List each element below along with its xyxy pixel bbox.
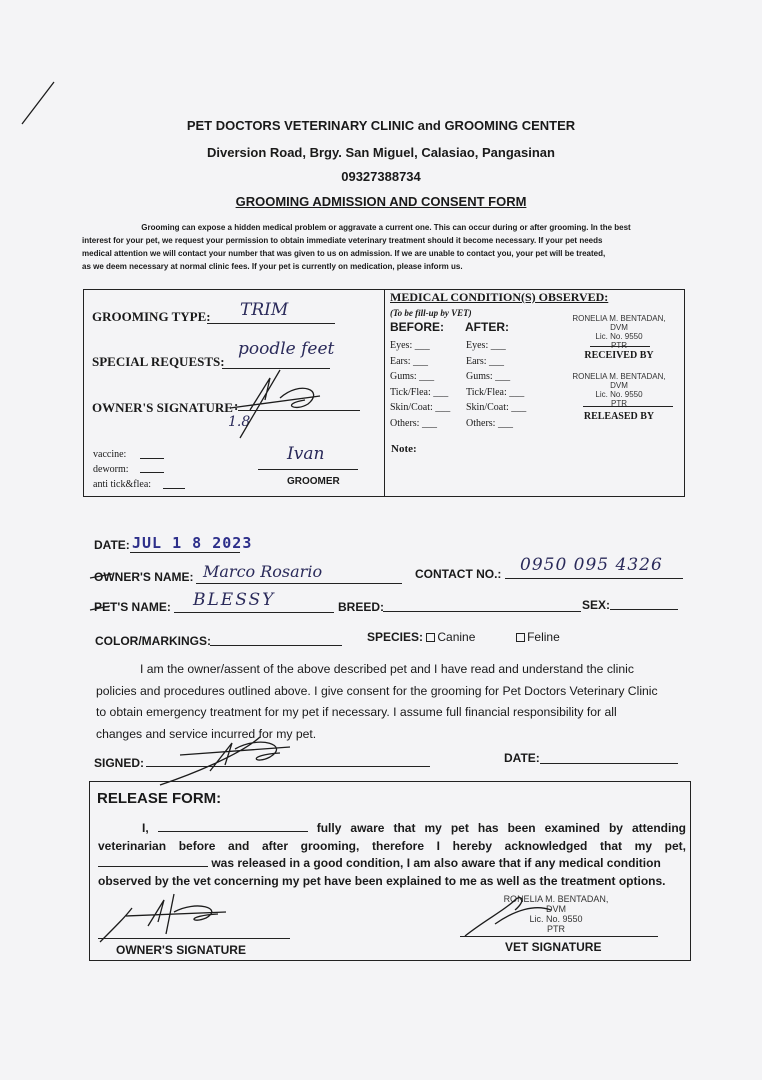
vaccine-line [140, 458, 164, 459]
groomer-line [258, 469, 358, 470]
before-item: Gums: ___ [390, 371, 435, 382]
vet-sig-label: VET SIGNATURE [505, 940, 602, 954]
after-item: Skin/Coat: ___ [466, 402, 527, 413]
vaccine-label: vaccine: [93, 449, 127, 460]
before-item: Tick/Flea: ___ [390, 386, 449, 398]
consent-date-label: DATE: [504, 751, 540, 765]
release-owner-signature-ink [96, 886, 236, 946]
clinic-address: Diversion Road, Brgy. San Miguel, Calasiao, Pangasinan [207, 145, 555, 160]
owner-name-line [196, 583, 402, 584]
medical-subtitle: (To be fill-up by VET) [390, 308, 472, 318]
release-line: veterinarian before and after grooming, therefore I hereby acknowledged that my pet, [98, 838, 686, 853]
pet-name-label: PET'S NAME: [94, 600, 171, 614]
date-stamp: JUL 1 8 2023 [132, 534, 253, 552]
special-requests-value[interactable]: poodle feet [238, 339, 335, 359]
color-line [210, 645, 342, 646]
consent-line: policies and procedures outlined above. I give consent for the grooming for Pet Doctors Veterinary Clinic [96, 683, 658, 698]
date-label: DATE: [94, 538, 130, 552]
consent-line: to obtain emergency treatment for my pet if necessary. I assume full financial responsibility for all [96, 705, 617, 719]
release-line: I, fully aware that my pet has been examined by attending [142, 821, 686, 835]
after-item: Eyes: ___ [466, 340, 506, 351]
consent-line: changes and service incurred for my pet. [96, 726, 317, 741]
owner-release-sig-line [98, 938, 290, 939]
owner-signature-label: OWNER'S SIGNATURE [92, 400, 233, 415]
feline-label: Feline [527, 630, 560, 644]
received-by-label: RECEIVED BY [584, 350, 654, 361]
strike-marks [88, 568, 208, 618]
consent-line: I am the owner/assent of the above described pet and I have read and understand the clinic [140, 662, 634, 676]
release-title: RELEASE FORM: [97, 790, 222, 807]
released-by-label: RELEASED BY [583, 411, 655, 422]
contact-label: CONTACT NO.: [415, 567, 502, 581]
release-paragraph [98, 820, 686, 890]
after-label: AFTER: [465, 320, 509, 334]
deworm-label: deworm: [93, 464, 129, 475]
owner-release-sig-label: OWNER'S SIGNATURE [116, 943, 246, 957]
pet-name-value[interactable]: BLESSY [193, 590, 276, 610]
breed-label: BREED: [338, 600, 385, 614]
form-title: GROOMING ADMISSION AND CONSENT FORM [235, 194, 527, 209]
before-item: Skin/Coat: ___ [390, 402, 451, 413]
anti-tick-line [163, 488, 185, 489]
intro-line: interest for your pet, we request your permission to obtain immediate veterinary treatment should it become necessary. If your pet needs [82, 236, 603, 245]
before-item: Ears: ___ [390, 355, 429, 367]
pen-mark [18, 78, 58, 128]
box-divider [384, 289, 385, 497]
released-line [583, 406, 673, 407]
deworm-line [140, 472, 164, 473]
received-line [590, 346, 650, 347]
after-list [466, 338, 526, 431]
before-label: BEFORE: [390, 320, 444, 334]
before-item: Others: ___ [390, 417, 437, 429]
consent-date-line [540, 763, 678, 764]
before-list [390, 338, 450, 431]
grooming-type-line [207, 323, 335, 324]
owner-signature-note: 1.8 [228, 414, 251, 430]
special-requests-label: SPECIAL REQUESTS: [92, 354, 225, 369]
date-line [130, 552, 240, 553]
feline-checkbox[interactable] [516, 633, 525, 642]
after-item: Tick/Flea: ___ [466, 386, 525, 398]
breed-line [383, 611, 581, 612]
vet-sig-line [460, 936, 658, 937]
owner-name-label: OWNER'S NAME: [94, 570, 194, 584]
species-label: SPECIES: [367, 630, 424, 644]
received-stamp: RONELIA M. BENTADAN, DVM Lic. No. 9550 PTR [572, 314, 666, 350]
sex-label: SEX: [582, 598, 611, 612]
release-line: observed by the vet concerning my pet have been explained to me as well as the treatment options. [98, 873, 666, 888]
intro-line: medical attention we will contact your number that was given to us on admission. If we are unable to contact you, your pet will be treated, [82, 249, 606, 258]
release-name-blank[interactable] [158, 821, 308, 832]
color-label: COLOR/MARKINGS: [95, 634, 211, 648]
sex-line [610, 609, 678, 610]
canine-checkbox[interactable] [426, 633, 435, 642]
clinic-phone: 09327388734 [341, 169, 421, 184]
vet-signature-ink [455, 880, 565, 940]
owner-signature-colon: : [234, 398, 239, 413]
owner-signature-ink [210, 360, 330, 440]
medical-title: MEDICAL CONDITION(S) OBSERVED: [390, 290, 609, 304]
species-group [367, 630, 560, 644]
released-stamp: RONELIA M. BENTADAN, DVM Lic. No. 9550 PTR [572, 372, 666, 408]
groomer-name: Ivan [287, 444, 325, 464]
release-line: was released in a good condition, I am also aware that if any medical condition [98, 855, 686, 873]
intro-line: as we deem necessary at normal clinic fees. If your pet is currently on medication, please inform us. [82, 262, 463, 271]
intro-paragraph [82, 221, 690, 273]
clinic-name: PET DOCTORS VETERINARY CLINIC and GROOMING CENTER [186, 118, 576, 133]
after-item: Ears: ___ [466, 355, 505, 367]
release-pet-blank[interactable] [98, 856, 208, 867]
vet-stamp: RONELIA M. BENTADAN, DVM Lic. No. 9550 PTR [503, 894, 609, 934]
signed-label: SIGNED: [94, 756, 145, 770]
anti-tick-label: anti tick&flea: [93, 479, 152, 490]
grooming-type-value[interactable]: TRIM [240, 300, 289, 320]
intro-line: Grooming can expose a hidden medical problem or aggravate a current one. This can occur during or after grooming. In the best [141, 223, 631, 232]
note-label: Note: [391, 443, 417, 455]
after-item: Others: ___ [466, 417, 513, 429]
contact-line [505, 578, 683, 579]
before-item: Eyes: ___ [390, 340, 430, 351]
canine-label: Canine [437, 630, 476, 644]
grooming-type-label: GROOMING TYPE: [92, 309, 211, 324]
after-item: Gums: ___ [466, 371, 511, 382]
groomer-label: GROOMER [287, 476, 340, 487]
contact-value[interactable]: 0950 095 4326 [520, 555, 663, 575]
owner-name-value[interactable]: Marco Rosario [203, 562, 323, 581]
